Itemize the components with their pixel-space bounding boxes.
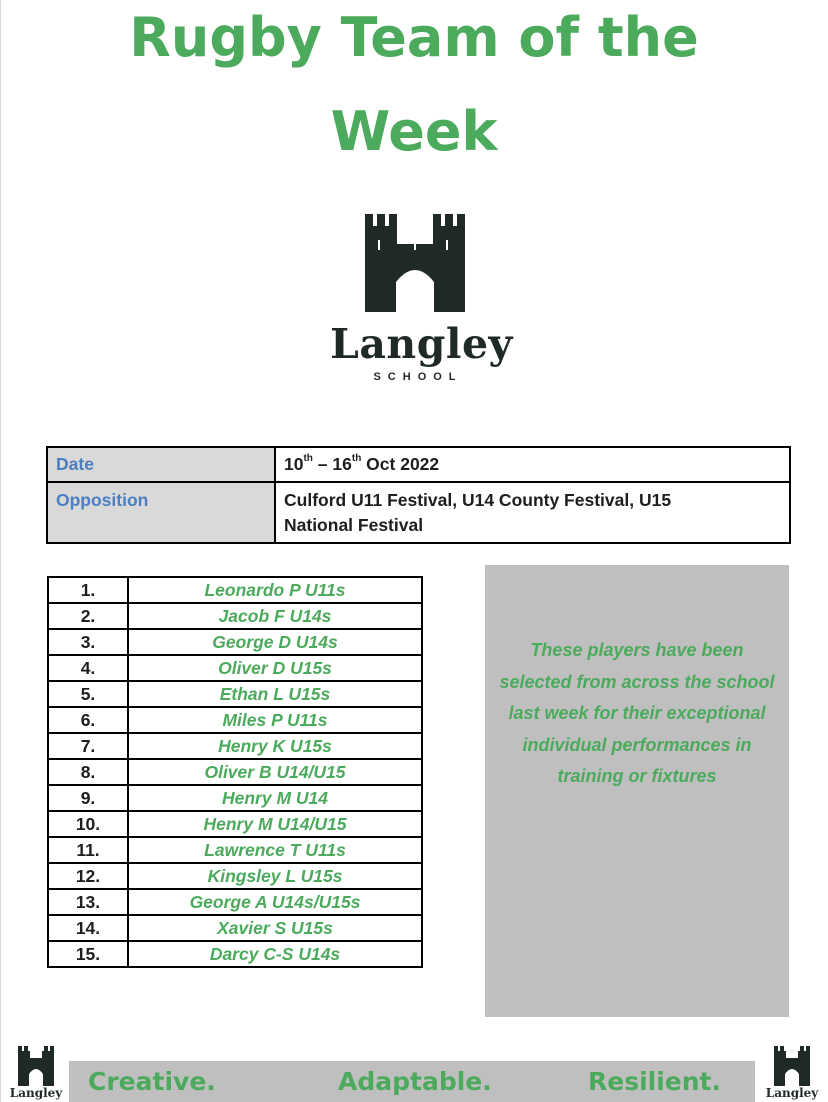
player-name: Leonardo P U11s [128, 577, 422, 603]
footer-logo-left [6, 1044, 66, 1102]
slogan-adaptable: Adaptable. [338, 1067, 492, 1096]
player-name: Jacob F U14s [128, 603, 422, 629]
player-number: 10. [48, 811, 128, 837]
note-line: selected from across the school [499, 671, 775, 692]
player-number: 2. [48, 603, 128, 629]
player-number: 11. [48, 837, 128, 863]
castle-icon [6, 1044, 66, 1088]
selection-note [485, 635, 789, 793]
player-name: Kingsley L U15s [128, 863, 422, 889]
note-line: last week for their exceptional [508, 703, 766, 723]
note-line: individual performances in [522, 734, 752, 755]
logo-wordmark: Langley [330, 320, 513, 368]
opposition-line-2: National Festival [284, 515, 424, 535]
player-number: 15. [48, 941, 128, 967]
date-rest: Oct 2022 [361, 454, 440, 474]
player-number: 9. [48, 785, 128, 811]
player-number: 3. [48, 629, 128, 655]
note-line: These players have been [530, 640, 744, 660]
opposition-value [275, 482, 790, 543]
player-name: George A U14s/U15s [128, 889, 422, 915]
player-row [48, 837, 422, 863]
date-day: 10 [284, 454, 304, 474]
player-name: Henry K U15s [128, 733, 422, 759]
player-row [48, 759, 422, 785]
player-row [48, 863, 422, 889]
slogan-creative: Creative. [88, 1067, 216, 1096]
player-number: 8. [48, 759, 128, 785]
page-title-line-2: Week [330, 100, 498, 163]
date-label: Date [47, 447, 275, 482]
player-name: Miles P U11s [128, 707, 422, 733]
selection-note-box [485, 565, 789, 1017]
player-name: Darcy C-S U14s [128, 941, 422, 967]
player-row [48, 785, 422, 811]
date-separator: – 16 [312, 454, 352, 474]
player-name: Lawrence T U11s [128, 837, 422, 863]
player-row [48, 629, 422, 655]
note-line: training or fixtures [557, 766, 717, 786]
player-row [48, 811, 422, 837]
footer-logo-right [762, 1044, 822, 1102]
opposition-line-1: Culford U11 Festival, U14 County Festival, U15 [284, 490, 672, 510]
player-row [48, 655, 422, 681]
castle-rugby-ball-icon [330, 208, 500, 318]
player-row [48, 707, 422, 733]
opposition-label: Opposition [47, 482, 275, 543]
player-name: Xavier S U15s [128, 915, 422, 941]
player-row [48, 733, 422, 759]
castle-icon [762, 1044, 822, 1088]
player-row [48, 681, 422, 707]
player-row [48, 889, 422, 915]
player-row [48, 915, 422, 941]
date-suffix-2: th [351, 453, 362, 465]
date-value [275, 447, 790, 482]
footer-logo-left-text: Langley [9, 1086, 63, 1100]
player-row [48, 577, 422, 603]
player-row [48, 941, 422, 967]
players-table [47, 576, 423, 968]
player-name: George D U14s [128, 629, 422, 655]
player-number: 4. [48, 655, 128, 681]
player-name: Henry M U14/U15 [128, 811, 422, 837]
school-logo [330, 208, 513, 388]
player-number: 12. [48, 863, 128, 889]
player-number: 7. [48, 733, 128, 759]
player-number: 6. [48, 707, 128, 733]
date-suffix-1: th [303, 453, 313, 465]
player-name: Oliver D U15s [128, 655, 422, 681]
slogan-resilient: Resilient. [588, 1067, 721, 1096]
logo-subtitle: SCHOOL [373, 371, 463, 383]
date-row [47, 447, 790, 482]
opposition-row [47, 482, 790, 543]
footer-logo-right-text: Langley [765, 1086, 819, 1100]
player-name: Ethan L U15s [128, 681, 422, 707]
page-title-line-1: Rugby Team of the [129, 6, 699, 69]
player-name: Oliver B U14/U15 [128, 759, 422, 785]
player-name: Henry M U14 [128, 785, 422, 811]
fixture-info-table [46, 446, 791, 544]
player-row [48, 603, 422, 629]
player-number: 5. [48, 681, 128, 707]
player-number: 1. [48, 577, 128, 603]
player-number: 14. [48, 915, 128, 941]
player-number: 13. [48, 889, 128, 915]
